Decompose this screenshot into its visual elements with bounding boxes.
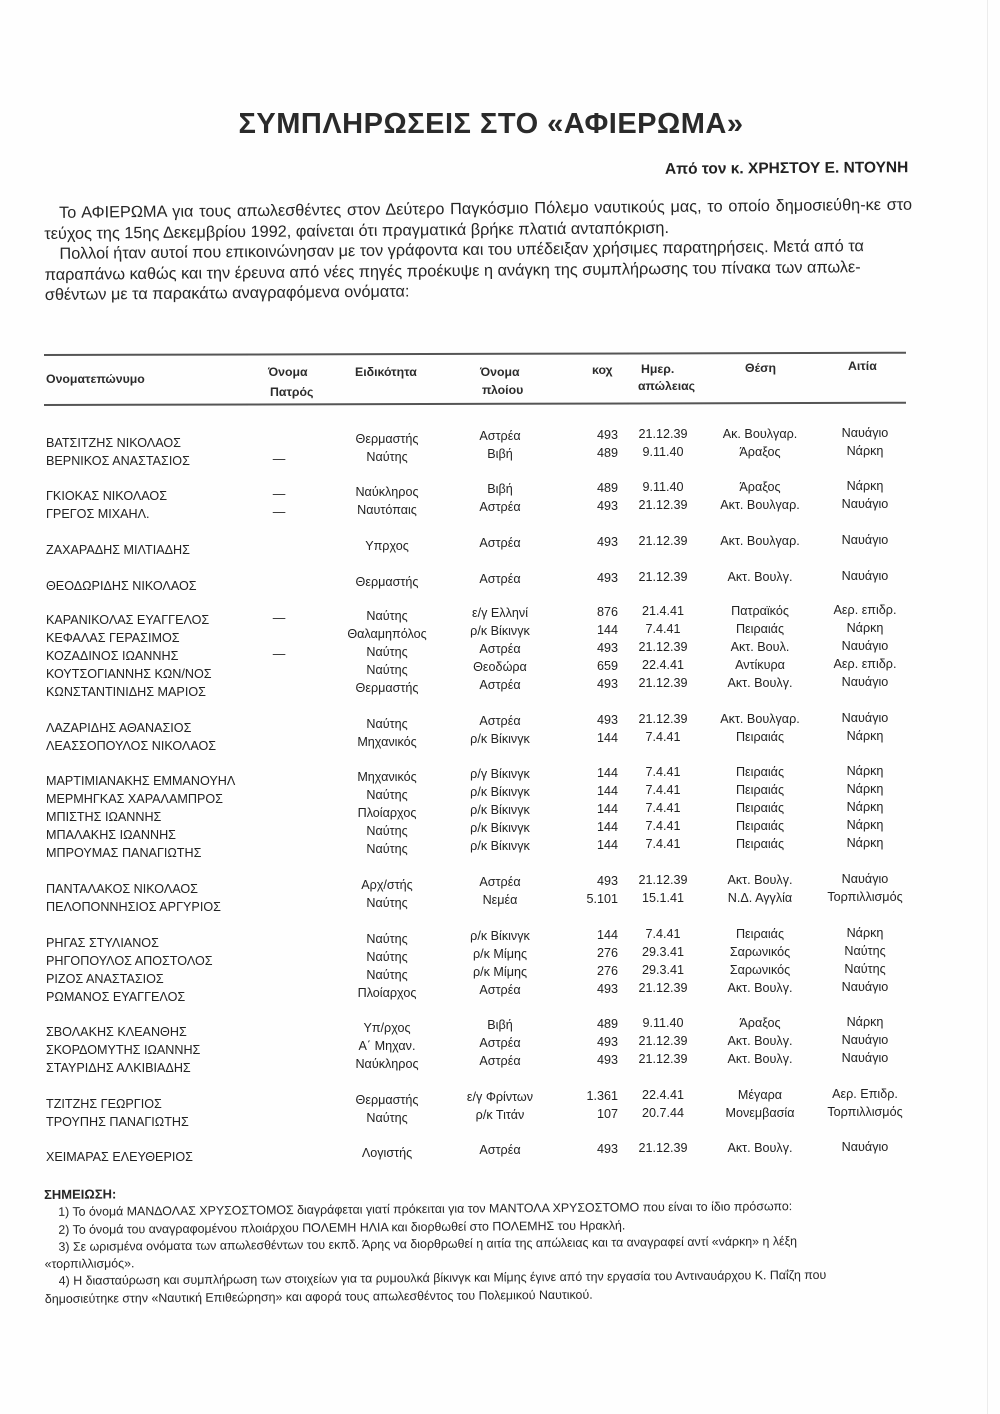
- cell-date: 21.12.39: [638, 498, 688, 513]
- cell-cause: Αερ. Επιδρ.: [832, 1086, 898, 1101]
- cell-ship: Αστρέα: [479, 714, 521, 728]
- cell-specialty: Αρχ/στής: [361, 878, 413, 892]
- cell-grt: 493: [596, 499, 618, 514]
- cell-date: 7.4.41: [645, 837, 681, 852]
- cell-grt: 5.101: [586, 892, 618, 907]
- cell-position: Ακτ. Βουλγ.: [727, 980, 793, 995]
- cell-cause: Ναυάγιο: [841, 568, 889, 583]
- cell-date: 21.12.39: [638, 712, 688, 727]
- cell-cause: Ναυάγιο: [841, 1050, 889, 1065]
- cell-date: 22.4.41: [641, 658, 685, 673]
- cell-grt: 107: [596, 1107, 618, 1122]
- cell-grt: 493: [596, 428, 618, 443]
- article-title: [0, 108, 1000, 141]
- cell-specialty: Ναύτης: [366, 950, 408, 964]
- cell-grt: 1.361: [586, 1089, 618, 1104]
- table-top-rule: [44, 352, 906, 356]
- cell-name: ΡΙΖΟΣ ΑΝΑΣΤΑΣΙΟΣ: [46, 972, 164, 986]
- cell-name: ΚΟΖΑΔΙΝΟΣ ΙΩΑΝΝΗΣ: [46, 649, 179, 663]
- cell-ship: ρ/κ Βίκινγκ: [470, 839, 530, 853]
- cell-ship: ε/γ Φρίντων: [466, 1090, 534, 1104]
- cell-position: Πατραϊκός: [731, 603, 789, 618]
- cell-ship: ρ/κ Μίμης: [472, 947, 528, 961]
- cell-position: Πειραιάς: [735, 836, 785, 851]
- cell-specialty: Μηχανικός: [357, 770, 417, 784]
- cell-cause: Ναυάγιο: [841, 638, 889, 653]
- cell-specialty: Ναύτης: [366, 824, 408, 838]
- cell-specialty: Ναύτης: [366, 896, 408, 910]
- cell-cause: Νάρκη: [846, 728, 884, 743]
- cell-position: Μέγαρα: [737, 1087, 783, 1102]
- cell-name: ΧΕΙΜΑΡΑΣ ΕΛΕΥΘΕΡΙΟΣ: [46, 1150, 193, 1164]
- cell-name: ΤΖΙΤΖΗΣ ΓΕΩΡΓΙΟΣ: [46, 1097, 162, 1111]
- cell-position: Πειραιάς: [735, 621, 785, 636]
- cell-position: Ακτ. Βουλγ.: [727, 872, 793, 887]
- cell-specialty: Μηχανικός: [357, 735, 417, 749]
- intro-text: [44, 195, 913, 306]
- cell-specialty: Ναύτης: [366, 663, 408, 677]
- cell-position: Πειραιάς: [735, 800, 785, 815]
- cell-date: 15.1.41: [641, 891, 685, 906]
- cell-ship: Αστρέα: [479, 642, 521, 656]
- header-ship-2: πλοίου: [482, 383, 524, 397]
- cell-date: 29.3.41: [641, 945, 685, 960]
- cell-name: ΒΕΡΝΙΚΟΣ ΑΝΑΣΤΑΣΙΟΣ: [46, 454, 190, 468]
- cell-cause: Ναυάγιο: [841, 1032, 889, 1047]
- cell-ship: Αστρέα: [479, 429, 521, 443]
- cell-cause: Ναυάγιο: [841, 979, 889, 994]
- notes-title: ΣΗΜΕΙΩΣΗ:: [44, 1186, 117, 1202]
- cell-specialty: Θερμαστής: [355, 575, 419, 589]
- cell-name: ΜΠΑΛΑΚΗΣ ΙΩΑΝΝΗΣ: [46, 828, 176, 842]
- cell-date: 21.12.39: [638, 1141, 688, 1156]
- cell-specialty: Ναύτης: [366, 450, 408, 464]
- cell-grt: 493: [596, 535, 618, 550]
- cell-grt: 489: [596, 1017, 618, 1032]
- cell-position: Ακτ. Βουλ.: [730, 639, 790, 654]
- cell-date: 7.4.41: [645, 819, 681, 834]
- cell-specialty: Θαλαμηπόλος: [347, 627, 427, 641]
- cell-cause: Νάρκη: [846, 925, 884, 940]
- cell-date: 21.12.39: [638, 570, 688, 585]
- cell-name: ΛΕΑΣΣΟΠΟΥΛΟΣ ΝΙΚΟΛΑΟΣ: [46, 739, 217, 753]
- cell-ship: ρ/κ Βίκινγκ: [470, 803, 530, 817]
- cell-ship: ρ/κ Βίκινγκ: [470, 785, 530, 799]
- cell-ship: Βιβή: [487, 482, 513, 496]
- cell-date: 21.12.39: [638, 534, 688, 549]
- cell-cause: Νάρκη: [846, 1014, 884, 1029]
- cell-ship: ρ/γ Βίκινγκ: [470, 767, 530, 781]
- cell-name: ΘΕΟΔΩΡΙΔΗΣ ΝΙΚΟΛΑΟΣ: [46, 579, 197, 593]
- cell-grt: 144: [596, 784, 618, 799]
- cell-ship: Αστρέα: [479, 500, 521, 514]
- cell-position: Πειραιάς: [735, 926, 785, 941]
- cell-specialty: Ναύτης: [366, 842, 408, 856]
- cell-cause: Ναυάγιο: [841, 871, 889, 886]
- cell-name: ΚΑΡΑΝΙΚΟΛΑΣ ΕΥΑΓΓΕΛΟΣ: [46, 613, 210, 627]
- header-father-2: Πατρός: [270, 385, 314, 399]
- cell-cause: Αερ. επιδρ.: [833, 602, 897, 617]
- cell-position: Ν.Δ. Αγγλία: [727, 890, 793, 905]
- cell-position: Άραξος: [739, 479, 781, 494]
- cell-grt: 876: [596, 605, 618, 620]
- cell-date: 9.11.40: [642, 445, 684, 460]
- table-header-rule: [44, 402, 906, 406]
- cell-grt: 144: [596, 838, 618, 853]
- cell-name: ΣΚΟΡΔΟΜΥΤΗΣ ΙΩΑΝΝΗΣ: [46, 1043, 201, 1057]
- cell-grt: 144: [596, 731, 618, 746]
- cell-ship: ρ/κ Βίκινγκ: [470, 929, 530, 943]
- cell-date: 7.4.41: [645, 927, 681, 942]
- cell-ship: ρ/κ Βίκινγκ: [470, 821, 530, 835]
- cell-specialty: Πλοίαρχος: [357, 986, 417, 1000]
- cell-specialty: Θερμαστής: [355, 432, 419, 446]
- cell-name: ΡΗΓΑΣ ΣΤΥΛΙΑΝΟΣ: [46, 936, 159, 950]
- cell-date: 21.12.39: [638, 676, 688, 691]
- cell-position: Πειραιάς: [735, 782, 785, 797]
- cell-specialty: Ναύτης: [366, 609, 408, 623]
- cell-date: 7.4.41: [645, 801, 681, 816]
- cell-ship: Αστρέα: [479, 1054, 521, 1068]
- cell-name: ΓΚΙΟΚΑΣ ΝΙΚΟΛΑΟΣ: [46, 489, 168, 503]
- cell-name: ΜΠΡΟΥΜΑΣ ΠΑΝΑΓΙΩΤΗΣ: [46, 846, 202, 860]
- cell-ship: Αστρέα: [479, 875, 521, 889]
- cell-date: 7.4.41: [645, 730, 681, 745]
- cell-cause: Ναυάγιο: [841, 532, 889, 547]
- cell-cause: Νάρκη: [846, 781, 884, 796]
- cell-date: 7.4.41: [645, 622, 681, 637]
- cell-specialty: Θερμαστής: [355, 1093, 419, 1107]
- cell-name: ΚΕΦΑΛΑΣ ΓΕΡΑΣΙΜΟΣ: [46, 631, 180, 645]
- cell-ship: Αστρέα: [479, 536, 521, 550]
- cell-specialty: Ναύκληρος: [355, 485, 419, 499]
- header-date-1: Ημερ.: [641, 362, 675, 376]
- cell-cause: Νάρκη: [846, 799, 884, 814]
- cell-date: 29.3.41: [641, 963, 685, 978]
- cell-grt: 144: [596, 802, 618, 817]
- cell-grt: 144: [596, 820, 618, 835]
- cell-name: ΠΕΛΟΠΟΝΝΗΣΙΟΣ ΑΡΓΥΡΙΟΣ: [46, 900, 221, 914]
- cell-name: ΒΑΤΣΙΤΖΗΣ ΝΙΚΟΛΑΟΣ: [46, 436, 181, 450]
- cell-specialty: Πλοίαρχος: [357, 806, 417, 820]
- header-ship-1: Όνομα: [480, 365, 520, 379]
- intro-paragraph-1: Το ΑΦΙΕΡΩΜΑ για τους απωλεσθέντες στον Δεύτερο Παγκόσμιο Πόλεμο ναυτικούς μας, το οποίο δημοσιεύθη-κε στο τεύχος της 15ης Δεκεμβρίου 1992, φαίνεται ότι πραγματικά βρήκε πλατιά ανταπόκριση.: [44, 195, 913, 243]
- cell-grt: 493: [596, 1142, 618, 1157]
- cell-position: Ακτ. Βουλγ.: [727, 1033, 793, 1048]
- cell-specialty: Ναύτης: [366, 645, 408, 659]
- cell-name: ΓΡΕΓΟΣ ΜΙΧΑΗΛ.: [46, 507, 150, 521]
- cell-ship: ρ/κ Βίκινγκ: [470, 624, 530, 638]
- cell-date: 21.12.39: [638, 873, 688, 888]
- cell-position: Ακ. Βουλγαρ.: [722, 426, 798, 441]
- cell-date: 21.12.39: [638, 640, 688, 655]
- page-edge: [987, 0, 988, 1414]
- cell-specialty: Ναύτης: [366, 968, 408, 982]
- cell-specialty: Ναυτόπαις: [357, 503, 417, 517]
- cell-position: Ακτ. Βουλγαρ.: [720, 711, 800, 726]
- cell-grt: 659: [596, 659, 618, 674]
- cell-cause: Ναυάγιο: [841, 496, 889, 511]
- cell-ship: ρ/κ Μίμης: [472, 965, 528, 979]
- cell-date: 21.12.39: [638, 1034, 688, 1049]
- cell-position: Άραξος: [739, 1015, 781, 1030]
- cell-cause: Ναύτης: [844, 961, 886, 976]
- cell-specialty: Ναύτης: [366, 788, 408, 802]
- cell-grt: 276: [596, 946, 618, 961]
- cell-date: 21.12.39: [638, 1052, 688, 1067]
- cell-father: —: [272, 505, 286, 519]
- cell-father: —: [272, 647, 286, 661]
- cell-cause: Ναυάγιο: [841, 674, 889, 689]
- cell-position: Ακτ. Βουλγ.: [727, 569, 793, 584]
- table-row: [0, 568, 1000, 593]
- cell-specialty: Ναύκληρος: [355, 1057, 419, 1071]
- cell-date: 21.4.41: [641, 604, 685, 619]
- cell-grt: 276: [596, 964, 618, 979]
- cell-father: —: [272, 611, 286, 625]
- header-father-1: Όνομα: [268, 365, 308, 379]
- cell-father: —: [272, 487, 286, 501]
- notes-section: [44, 1179, 925, 1308]
- cell-name: ΠΑΝΤΑΛΑΚΟΣ ΝΙΚΟΛΑΟΣ: [46, 882, 198, 896]
- cell-name: ΣΤΑΥΡΙΔΗΣ ΑΛΚΙΒΙΑΔΗΣ: [46, 1061, 191, 1075]
- cell-cause: Ναυάγιο: [841, 425, 889, 440]
- cell-grt: 493: [596, 982, 618, 997]
- cell-specialty: Θερμαστής: [355, 681, 419, 695]
- cell-ship: Αστρέα: [479, 1036, 521, 1050]
- header-cause: Αιτία: [848, 359, 877, 373]
- note-2: 2) Το όνομά του αναγραφομένου πλοιάρχου ΠΟΛΕΜΗ ΗΛΙΑ και διορθωθεί στο ΠΟΛΕΜΗΣ του Ηρακλή.: [58, 1218, 626, 1237]
- cell-specialty: Ναύτης: [366, 717, 408, 731]
- cell-specialty: Ναύτης: [366, 1111, 408, 1125]
- cell-cause: Νάρκη: [846, 763, 884, 778]
- cell-position: Ακτ. Βουλγ.: [727, 1051, 793, 1066]
- cell-grt: 493: [596, 641, 618, 656]
- cell-date: 21.12.39: [638, 427, 688, 442]
- cell-specialty: Υπ/ρχος: [363, 1021, 411, 1035]
- cell-name: ΜΑΡΤΙΜΙΑΝΑΚΗΣ ΕΜΜΑΝΟΥΗΛ: [46, 774, 236, 788]
- cell-ship: Αστρέα: [479, 983, 521, 997]
- cell-grt: 493: [596, 677, 618, 692]
- cell-grt: 144: [596, 928, 618, 943]
- intro-paragraph-2: Πολλοί ήταν αυτοί που επικοινώνησαν με τον γράφοντα και του υπέδειξαν χρήσιμες παρατηρήσεις. Μετά από τα παραπάνω καθώς και την έρευνα από νέες πηγές προέκυψε η ανάγκη της συμπλήρωσης του πίνακα των απωλε-σθέντων με τα παρακάτω αναγραφόμενα ονόματα:: [44, 237, 864, 304]
- cell-name: ΖΑΧΑΡΑΔΗΣ ΜΙΛΤΙΑΔΗΣ: [46, 543, 190, 557]
- note-3-cont: «τορπιλλισμός».: [44, 1256, 135, 1272]
- cell-cause: Ναυάγιο: [841, 710, 889, 725]
- cell-position: Άραξος: [739, 444, 781, 459]
- header-position: Θέση: [745, 361, 777, 375]
- cell-cause: Τορπιλλισμός: [827, 1104, 903, 1119]
- cell-ship: Βιβή: [487, 447, 513, 461]
- cell-date: 9.11.40: [642, 480, 684, 495]
- cell-position: Ακτ. Βουλγαρ.: [720, 533, 800, 548]
- cell-name: ΣΒΟΛΑΚΗΣ ΚΛΕΑΝΘΗΣ: [46, 1025, 187, 1039]
- cell-name: ΡΩΜΑΝΟΣ ΕΥΑΓΓΕΛΟΣ: [46, 990, 186, 1004]
- cell-specialty: Υπρχος: [365, 539, 409, 553]
- cell-date: 7.4.41: [645, 783, 681, 798]
- cell-name: ΚΟΥΤΣΟΓΙΑΝΝΗΣ ΚΩΝ/ΝΟΣ: [46, 667, 212, 681]
- cell-name: ΤΡΟΥΠΗΣ ΠΑΝΑΓΙΩΤΗΣ: [46, 1115, 189, 1129]
- cell-cause: Νάρκη: [846, 835, 884, 850]
- cell-cause: Νάρκη: [846, 817, 884, 832]
- cell-name: ΡΗΓΟΠΟΥΛΟΣ ΑΠΟΣΤΟΛΟΣ: [46, 954, 213, 968]
- cell-ship: Αστρέα: [479, 572, 521, 586]
- cell-date: 7.4.41: [645, 765, 681, 780]
- cell-position: Σαρωνικός: [729, 962, 791, 977]
- note-4-cont: δημοσιεύτηκε στην «Ναυτική Επιθεώρηση» και αφορά τους απωλεσθέντος του Πολεμικού Ναυτικού.: [44, 1287, 593, 1306]
- cell-ship: Αστρέα: [479, 1143, 521, 1157]
- cell-position: Σαρωνικός: [729, 944, 791, 959]
- cell-name: ΛΑΖΑΡΙΔΗΣ ΑΘΑΝΑΣΙΟΣ: [46, 721, 192, 735]
- cell-ship: ε/γ Ελληνί: [471, 606, 528, 620]
- header-date-2: απώλειας: [638, 379, 696, 393]
- cell-date: 22.4.41: [641, 1088, 685, 1103]
- cell-cause: Ναυάγιο: [841, 1139, 889, 1154]
- cell-cause: Νάρκη: [846, 443, 884, 458]
- cell-ship: ρ/κ Βίκινγκ: [470, 732, 530, 746]
- article-title-text: ΣΥΜΠΛΗΡΩΣΕΙΣ ΣΤΟ «ΑΦΙΕΡΩΜΑ»: [238, 108, 744, 140]
- cell-position: Πειραιάς: [735, 818, 785, 833]
- cell-position: Πειραιάς: [735, 729, 785, 744]
- cell-cause: Νάρκη: [846, 478, 884, 493]
- cell-cause: Τορπιλλισμός: [827, 889, 903, 904]
- cell-ship: Βιβή: [487, 1018, 513, 1032]
- cell-grt: 489: [596, 446, 618, 461]
- cell-father: —: [272, 452, 286, 466]
- cell-date: 20.7.44: [641, 1106, 685, 1121]
- cell-date: 21.12.39: [638, 981, 688, 996]
- cell-grt: 489: [596, 481, 618, 496]
- cell-cause: Νάρκη: [846, 620, 884, 635]
- article-author: Από τον κ. ΧΡΗΣΤΟΥ Ε. ΝΤΟΥΝΗ: [664, 159, 909, 178]
- cell-name: ΚΩΝΣΤΑΝΤΙΝΙΔΗΣ ΜΑΡΙΟΣ: [46, 685, 206, 699]
- table-row: [0, 1139, 1000, 1164]
- cell-ship: Νεμέα: [482, 893, 518, 907]
- cell-grt: 144: [596, 623, 618, 638]
- note-3: 3) Σε ωρισμένα ονόματα των απωλεσθέντων του εκπδ. Άρης να διορθρωθεί η αιτία της απώλειας και τα αναγραφεί αντί «νάρκη» η λέξη: [58, 1233, 798, 1254]
- cell-specialty: Α΄ Μηχαν.: [358, 1039, 416, 1053]
- cell-position: Ακτ. Βουλγ.: [727, 1140, 793, 1155]
- note-1: 1) Το όνομά ΜΑΝΔΟΛΑΣ ΧΡΥΣΟΣΤΟΜΟΣ διαγράφεται γιατί πρόκειται για τον ΜΑΝΤΟΛΑ ΧΡΥΣΟΣΤΟΜΟ που είναι το ίδιο πρόσωπο:: [58, 1199, 793, 1220]
- cell-cause: Ναύτης: [844, 943, 886, 958]
- cell-name: ΜΠΙΣΤΗΣ ΙΩΑΝΝΗΣ: [46, 810, 162, 824]
- cell-date: 9.11.40: [642, 1016, 684, 1031]
- cell-ship: ρ/κ Τιτάν: [475, 1108, 525, 1122]
- cell-position: Μονεμβασία: [725, 1105, 795, 1120]
- cell-name: ΜΕΡΜΗΓΚΑΣ ΧΑΡΑΛΑΜΠΡΟΣ: [46, 792, 223, 806]
- header-name: Ονοματεπώνυμο: [46, 372, 145, 386]
- cell-ship: Θεοδώρα: [473, 660, 527, 674]
- cell-position: Ακτ. Βουλγαρ.: [720, 497, 800, 512]
- note-4: 4) Η διασταύρωση και συμπλήρωση των στοιχείων για τα ρυμουλκά βίκινγκ και Μίμης έγινε από την εργασία του Αντιναυάρχου Κ. Παΐζη που: [58, 1268, 827, 1289]
- cell-ship: Αστρέα: [479, 678, 521, 692]
- cell-position: Πειραιάς: [735, 764, 785, 779]
- cell-position: Ακτ. Βουλγ.: [727, 675, 793, 690]
- table-row: [0, 532, 1000, 557]
- cell-grt: 144: [596, 766, 618, 781]
- header-specialty: Ειδικότητα: [355, 365, 417, 379]
- cell-grt: 493: [596, 713, 618, 728]
- cell-position: Αντίκυρα: [735, 657, 785, 672]
- header-grt: κοχ: [592, 363, 613, 377]
- cell-specialty: Ναύτης: [366, 932, 408, 946]
- cell-grt: 493: [596, 1053, 618, 1068]
- cell-grt: 493: [596, 571, 618, 586]
- cell-specialty: Λογιστής: [361, 1146, 413, 1160]
- cell-cause: Αερ. επιδρ.: [833, 656, 897, 671]
- cell-grt: 493: [596, 1035, 618, 1050]
- cell-grt: 493: [596, 874, 618, 889]
